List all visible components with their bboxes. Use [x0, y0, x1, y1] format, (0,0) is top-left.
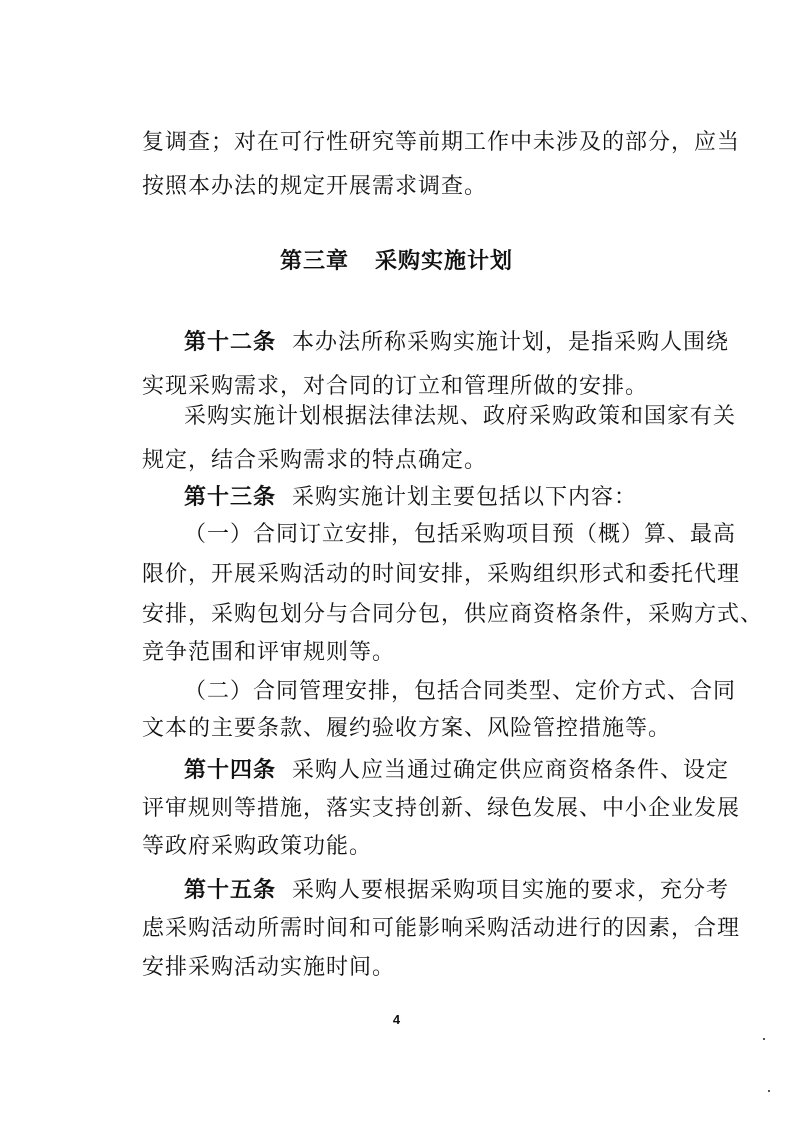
- text-line: 安排，采购包划分与合同分包，供应商资格条件，采购方式、: [142, 602, 764, 627]
- page-number: 4: [392, 1012, 401, 1027]
- article-14-number: 第十四条: [184, 758, 277, 783]
- article-13-text: 采购实施计划主要包括以下内容：: [292, 485, 638, 510]
- text-line: 限价，开展采购活动的时间安排，采购组织形式和委托代理: [142, 562, 741, 587]
- text-line: （一）合同订立安排，包括采购项目预（概）算、最高: [184, 522, 737, 547]
- text-line: 文本的主要条款、履约验收方案、风险管控措施等。: [142, 716, 672, 741]
- text-line: 竞争范围和评审规则等。: [142, 640, 396, 665]
- article-14-line-1: [184, 756, 730, 786]
- text-line: 安排采购活动实施时间。: [142, 955, 396, 980]
- scan-speck: [768, 1090, 770, 1092]
- chapter-number: 第三章: [279, 249, 349, 274]
- article-12-number: 第十二条: [184, 330, 277, 355]
- text-line: 规定，结合采购需求的特点确定。: [142, 448, 488, 473]
- text-line: 评审规则等措施，落实支持创新、绿色发展、中小企业发展: [142, 796, 741, 821]
- article-12-line-1: [184, 328, 730, 358]
- text-line: 虑采购活动所需时间和可能影响采购活动进行的因素，合理: [142, 916, 741, 941]
- article-13-line-1: [184, 483, 662, 513]
- text-line: 等政府采购政策功能。: [142, 834, 373, 859]
- scan-speck: [763, 1038, 765, 1040]
- text-line: 按照本办法的规定开展需求调查。: [142, 174, 488, 199]
- text-line: 复调查；对在可行性研究等前期工作中未涉及的部分，应当: [142, 130, 741, 155]
- text-line: （二）合同管理安排，包括合同类型、定价方式、合同: [184, 679, 737, 704]
- article-13-number: 第十三条: [184, 485, 277, 510]
- article-12-text: 本办法所称采购实施计划，是指采购人围绕: [292, 330, 730, 355]
- text-line: 采购实施计划根据法律法规、政府采购政策和国家有关: [184, 404, 737, 429]
- article-15-text: 采购人要根据采购项目实施的要求，充分考: [292, 878, 730, 903]
- chapter-title: 采购实施计划: [375, 249, 514, 274]
- article-15-number: 第十五条: [184, 878, 277, 903]
- text-line: 实现采购需求，对合同的订立和管理所做的安排。: [142, 374, 649, 399]
- article-15-line-1: [184, 876, 730, 906]
- article-14-text: 采购人应当通过确定供应商资格条件、设定: [292, 758, 730, 783]
- chapter-heading: [0, 247, 793, 277]
